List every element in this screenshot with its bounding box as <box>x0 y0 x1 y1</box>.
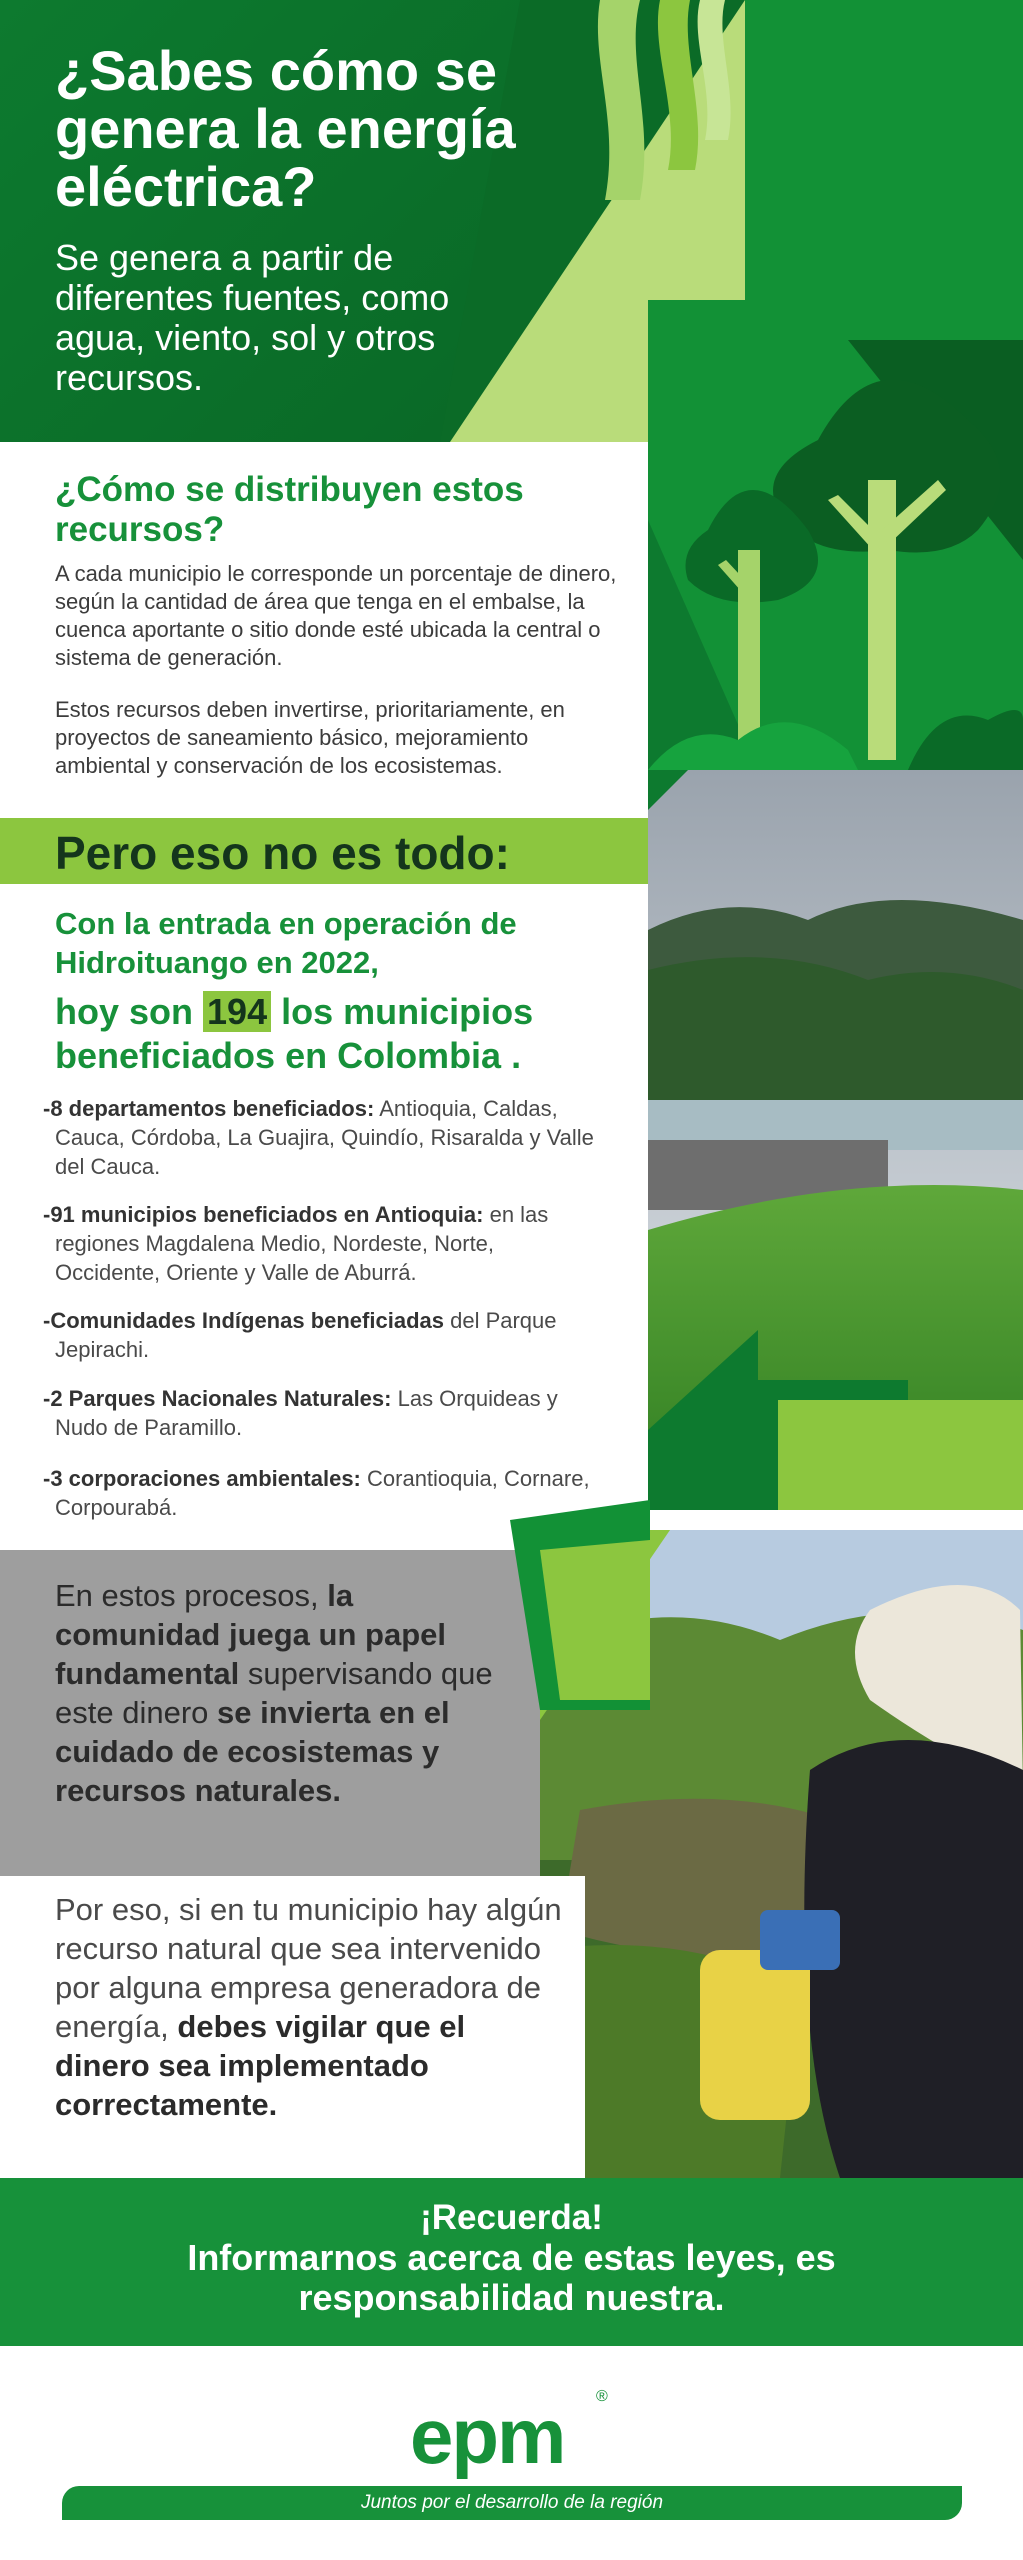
vigilance-text <box>55 1890 565 2124</box>
epm-logo <box>410 2386 610 2480</box>
bullet-text: del Parque Jepirachi. <box>55 1308 557 1362</box>
municipality-count: 194 <box>203 991 271 1032</box>
band-text: Pero eso no es todo: <box>55 827 510 879</box>
bullet-parks <box>43 1384 603 1442</box>
vigilance-section <box>0 1876 585 2178</box>
bullet-bold: -Comunidades Indígenas beneficiadas <box>43 1308 444 1333</box>
hidroituango-section <box>0 884 648 1550</box>
community-bold-2: se invierta en el cuidado de ecosistemas y recursos naturales. <box>55 1695 450 1808</box>
beneficiaries-headline <box>55 990 635 1078</box>
slogan-text: Juntos por el desarrollo de la región <box>360 2492 664 2513</box>
vigilance-text-1: Por eso, si en tu municipio hay algún recurso natural que sea intervenido por alguna empresa generadora de energía, <box>55 1892 562 2044</box>
bullet-text: Antioquia, Caldas, Cauca, Córdoba, La Guajira, Quindío, Risaralda y Valle del Cauca. <box>55 1096 594 1179</box>
footer <box>0 2346 1023 2560</box>
community-bold-1: la comunidad juega un papel fundamental <box>55 1578 446 1691</box>
trees-illustration <box>648 300 1023 820</box>
highlight-band <box>0 818 648 884</box>
bullet-text: Corantioquia, Cornare, Corpourabá. <box>55 1466 590 1520</box>
dam-photo <box>648 770 1023 1510</box>
today-prefix: hoy son <box>55 991 194 1032</box>
arrow-decoration <box>510 1500 650 1710</box>
bullet-text: en las regiones Magdalena Medio, Nordeste, Norte, Occidente, Oriente y Valle de Aburrá. <box>55 1202 549 1285</box>
distribution-paragraph-1: A cada municipio le corresponde un porcentaje de dinero, según la cantidad de área que tenga en el embalse, la cuenca aportante o sitio donde esté ubicada la central o sistema de generación. <box>55 561 617 670</box>
hero-subtitle: Se genera a partir de diferentes fuentes, como agua, viento, sol y otros recursos. <box>55 237 450 398</box>
hero-title: ¿Sabes cómo se genera la energía eléctrica? <box>55 39 516 218</box>
community-text-2: supervisando que este dinero <box>55 1656 493 1730</box>
dam-photo-drawing <box>648 770 1023 1510</box>
hidroituango-intro: Con la entrada en operación de Hidroituango en 2022, <box>55 906 517 980</box>
bullet-bold: -8 departamentos beneficiados: <box>43 1096 375 1121</box>
distribution-paragraph-2: Estos recursos deben invertirse, prioritariamente, en proyectos de saneamiento básico, mejoramiento ambiental y conservación de los ecosistemas. <box>55 697 565 778</box>
bullet-bold: -91 municipios beneficiados en Antioquia: <box>43 1202 484 1227</box>
bullet-bold: -2 Parques Nacionales Naturales: <box>43 1386 392 1411</box>
bullet-bold: -3 corporaciones ambientales: <box>43 1466 361 1491</box>
bullet-municipalities <box>43 1200 603 1287</box>
registered-mark: ® <box>596 2388 608 2405</box>
bullet-text: Las Orquideas y Nudo de Paramillo. <box>55 1386 558 1440</box>
bullet-indigenous <box>43 1306 603 1364</box>
reminder-message: Informarnos acerca de estas leyes, es responsabilidad nuestra. <box>187 2237 836 2318</box>
logo-text: epm <box>410 2392 565 2480</box>
slogan-bar <box>62 2486 962 2520</box>
distribution-heading: ¿Cómo se distribuyen estos recursos? <box>55 470 524 549</box>
distribution-section <box>0 442 648 818</box>
reminder-title: ¡Recuerda! <box>420 2198 603 2237</box>
bullet-departments <box>43 1094 603 1181</box>
community-text <box>55 1576 495 1810</box>
today-suffix: los municipios beneficiados en Colombia . <box>55 991 534 1076</box>
reminder-banner <box>0 2178 1023 2346</box>
community-text-1: En estos procesos, <box>55 1578 319 1613</box>
vigilance-bold: debes vigilar que el dinero sea implementado correctamente. <box>55 2009 466 2122</box>
